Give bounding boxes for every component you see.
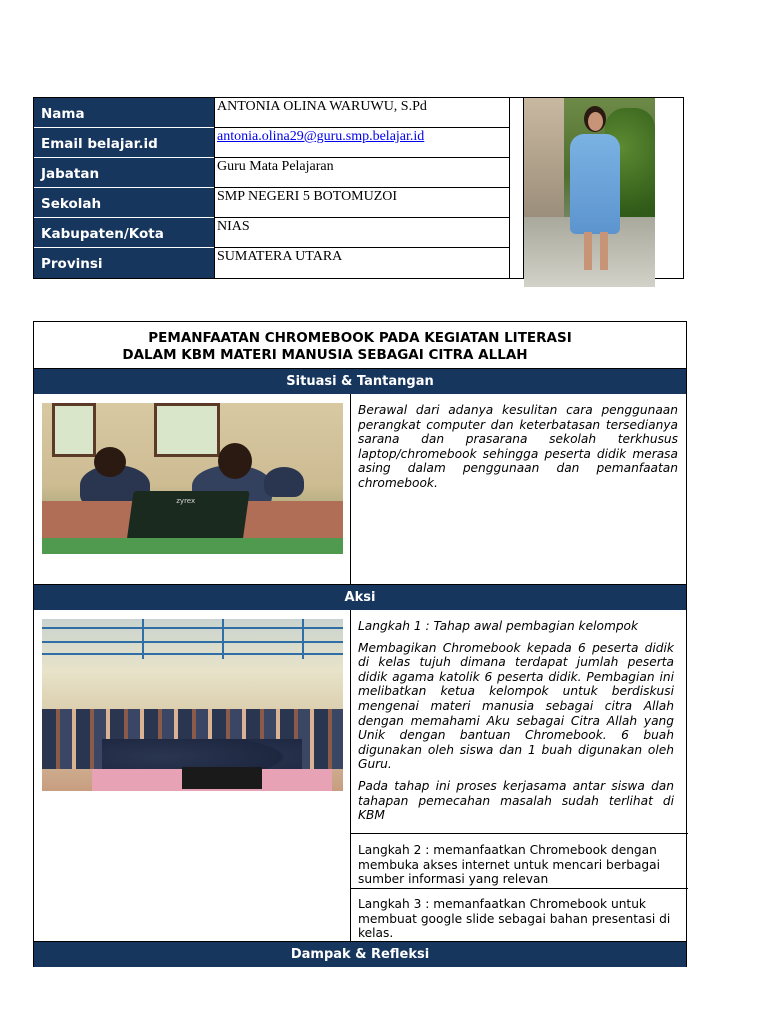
section-header-situasi: Situasi & Tantangan <box>34 368 686 394</box>
title-line-1: PEMANFAATAN CHROMEBOOK PADA KEGIATAN LITERASI <box>148 330 572 346</box>
divider <box>350 394 351 584</box>
section-header-aksi: Aksi <box>34 584 686 610</box>
profile-row-nama <box>34 98 509 128</box>
divider <box>350 610 351 941</box>
document-title <box>34 322 686 368</box>
langkah-2-text: Langkah 2 : memanfaatkan Chromebook dengan membuka akses internet untuk mencari berbagai sumber informasi yang relevan <box>358 843 661 887</box>
profile-label: Jabatan <box>34 158 214 188</box>
profile-row-email <box>34 128 509 158</box>
profile-row-kabupaten <box>34 218 509 248</box>
laptop <box>126 491 249 543</box>
divider <box>509 98 510 278</box>
profile-value: SUMATERA UTARA <box>214 248 509 278</box>
classroom-photo-2 <box>42 619 343 791</box>
situasi-text: Berawal dari adanya kesulitan cara penggunaan perangkat computer dan keterbatasan tersedianya sarana dan prasarana sekolah terkhusus laptop/chromebook sehingga peserta didik merasa asing dalam penggunaan dan pemanfaatan chromebook. <box>358 403 678 490</box>
practice-document <box>33 321 687 967</box>
laptop <box>182 767 262 789</box>
profile-value: NIAS <box>214 218 509 248</box>
divider <box>350 888 688 889</box>
profile-value: ANTONIA OLINA WARUWU, S.Pd <box>214 98 509 128</box>
langkah-3-text: Langkah 3 : memanfaatkan Chromebook untuk membuat google slide sebagai bahan presentasi di kelas. <box>358 897 671 941</box>
profile-value: Guru Mata Pelajaran <box>214 158 509 188</box>
classroom-photo-1 <box>42 403 343 554</box>
email-link[interactable]: antonia.olina29@guru.smp.belajar.id <box>217 129 425 144</box>
langkah-1-body: Membagikan Chromebook kepada 6 peserta didik di kelas tujuh dimana terdapat jumlah peserta didik agama katolik 6 peserta didik. Pembagian ini melibatkan ketua kelompok untuk berdiskusi mengenai materi manusia sebagai citra Allah dengan memahami Aku sebagai Citra Allah yang Unik dengan bantuan Chromebook. 6 buah digunakan oleh siswa dan 1 buah digunakan oleh Guru. <box>358 640 674 772</box>
profile-label: Email belajar.id <box>34 128 214 158</box>
divider <box>350 833 688 834</box>
profile-label: Sekolah <box>34 188 214 218</box>
profile-label: Kabupaten/Kota <box>34 218 214 248</box>
profile-value: SMP NEGERI 5 BOTOMUZOI <box>214 188 509 218</box>
title-line-2: DALAM KBM MATERI MANUSIA SEBAGAI CITRA ALLAH <box>122 347 528 363</box>
langkah-1-title: Langkah 1 : Tahap awal pembagian kelompok <box>358 619 639 633</box>
profile-value <box>214 128 509 158</box>
langkah-1-block <box>358 619 674 830</box>
profile-label: Provinsi <box>34 248 214 278</box>
profile-label: Nama <box>34 98 214 128</box>
langkah-1-note: Pada tahap ini proses kerjasama antar siswa dan tahapan pemecahan masalah sudah terlihat di KBM <box>358 778 674 823</box>
profile-row-provinsi <box>34 248 509 278</box>
profile-photo <box>524 98 655 287</box>
laptop-brand: zyrex <box>176 497 196 505</box>
section-header-dampak: Dampak & Refleksi <box>34 941 686 967</box>
profile-row-sekolah <box>34 188 509 218</box>
profile-row-jabatan <box>34 158 509 188</box>
